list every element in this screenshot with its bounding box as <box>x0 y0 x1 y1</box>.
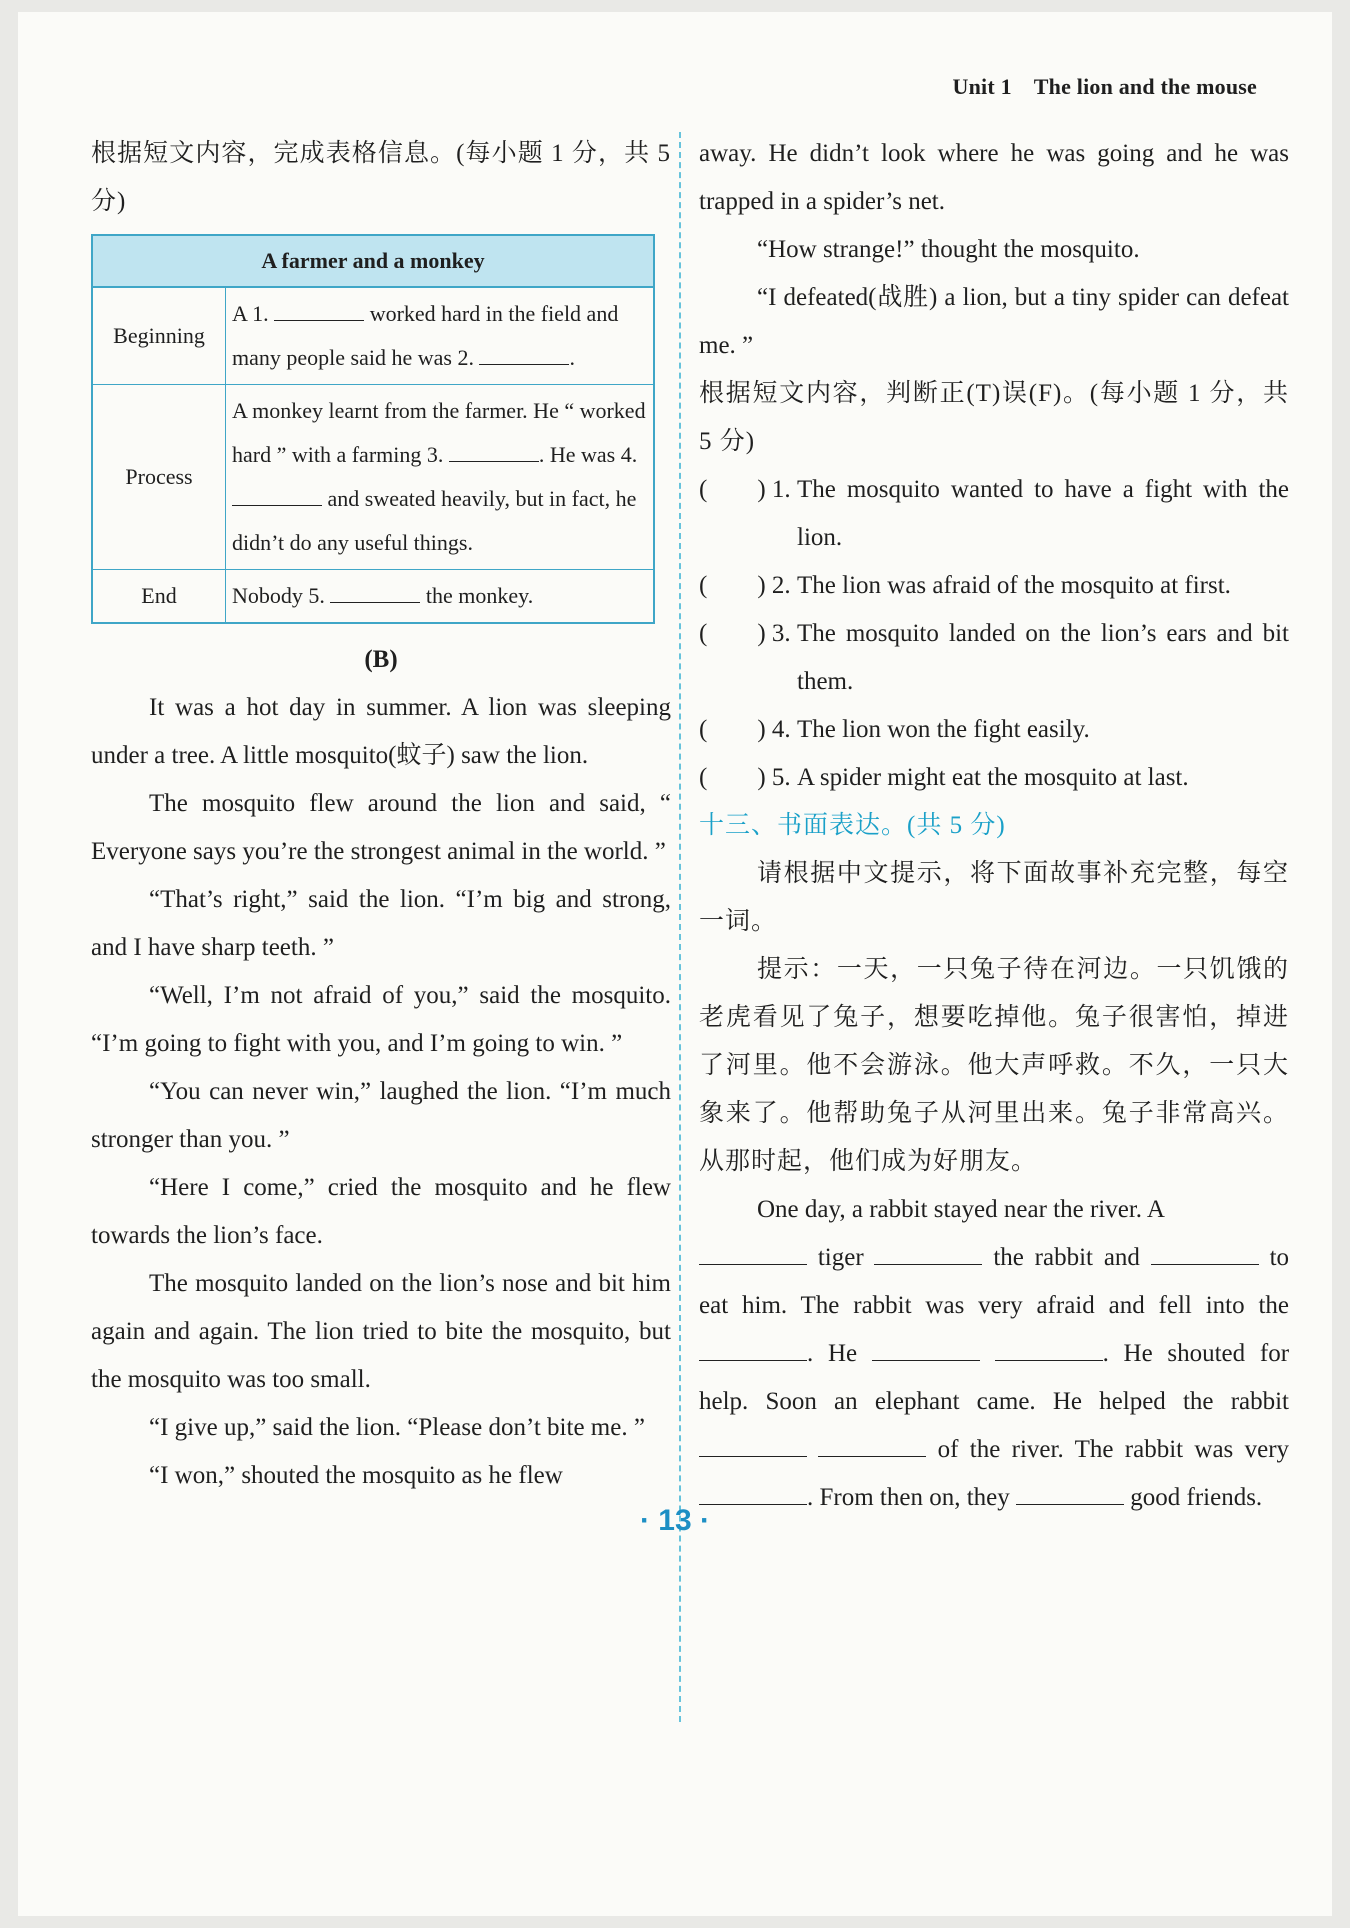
passage-paragraph: The mosquito flew around the lion and said, “ Everyone says you’re the strongest animal in the world. ” <box>91 790 671 865</box>
story-blank[interactable] <box>1151 1242 1259 1265</box>
story-word: elephant came. He helped the rabbit <box>874 1388 1290 1415</box>
story-word: afraid and fell into the <box>1036 1292 1290 1319</box>
tf-item <box>699 562 1289 610</box>
answer-paren[interactable]: ( ) 1. <box>699 476 791 503</box>
passage-paragraph: “That’s right,” said the lion. “I’m big and strong, and I have sharp teeth. ” <box>91 886 671 961</box>
story-blank[interactable] <box>1016 1482 1124 1505</box>
story-blank[interactable] <box>874 1242 982 1265</box>
cell-text: Nobody 5. <box>232 583 325 608</box>
info-table <box>91 234 655 624</box>
worksheet-page <box>18 12 1332 1916</box>
content-cell <box>226 570 655 624</box>
story-text <box>699 1234 1289 1522</box>
passage-paragraph: “I give up,” said the lion. “Please don’t bite me. ” <box>149 1414 645 1441</box>
answer-paren[interactable]: ( ) 2. <box>699 572 791 599</box>
page-number: · 13 · <box>639 1504 711 1537</box>
blank-4[interactable] <box>232 483 322 506</box>
writing-instruction: 请根据中文提示，将下面故事补充完整，每空一词。 <box>699 860 1289 935</box>
story-blank[interactable] <box>699 1242 807 1265</box>
table-title: A farmer and a monkey <box>92 235 654 287</box>
answer-paren[interactable]: ( ) 4. <box>699 716 791 743</box>
tf-statement: A spider might eat the mosquito at last. <box>797 764 1189 791</box>
passage-paragraph: “Well, I’m not afraid of you,” said the mosquito. “I’m going to fight with you, and I’m going to win. ” <box>91 982 671 1057</box>
story-word: of the river. The rabbit was very <box>937 1436 1290 1463</box>
cell-text: the monkey. <box>425 583 534 608</box>
passage-paragraph: “How strange!” thought the mosquito. <box>757 236 1140 263</box>
running-header <box>953 74 1257 100</box>
answer-paren[interactable]: ( ) 3. <box>699 620 791 647</box>
story-blank[interactable] <box>699 1338 807 1361</box>
blank-1[interactable] <box>274 298 364 321</box>
story-blank[interactable] <box>995 1338 1103 1361</box>
cell-text: A 1. <box>232 301 269 326</box>
left-column <box>91 130 671 1500</box>
passage-paragraph: The mosquito landed on the lion’s nose and bit him again and again. The lion tried to bite the mosquito, but the mosquito was too small. <box>91 1270 671 1393</box>
tf-item <box>699 466 1289 562</box>
story-blank[interactable] <box>872 1338 980 1361</box>
story-start: One day, a rabbit stayed near the river. A <box>757 1196 1165 1223</box>
right-column <box>699 130 1289 1522</box>
cell-text: 3. <box>426 442 444 467</box>
passage-paragraph: “I won,” shouted the mosquito as he flew <box>149 1462 563 1489</box>
cell-text: worked hard in the field and many people said he was <box>232 301 619 370</box>
story-word: the rabbit and <box>993 1244 1140 1271</box>
tf-statement: The lion was afraid of the mosquito at first. <box>797 572 1231 599</box>
passage-paragraph: “I defeated(战胜) a lion, but a tiny spider can defeat me. ” <box>699 284 1289 359</box>
tf-item <box>699 706 1289 754</box>
story-word: . From then on, they <box>807 1484 1010 1511</box>
story-blank[interactable] <box>818 1434 926 1457</box>
unit-label: Unit 1 <box>952 74 1012 99</box>
chinese-hint: 提示：一天，一只兔子待在河边。一只饥饿的老虎看见了兔子，想要吃掉他。兔子很害怕，掉进了河里。他不会游泳。他大声呼救。不久，一只大象来了。他帮助兔子从河里出来。兔子非常高兴。从那时起，他们成为好朋友。 <box>699 956 1289 1175</box>
tf-instruction: 根据短文内容，判断正(T)误(F)。(每小题 1 分，共 5 分) <box>699 380 1289 455</box>
passage-paragraph: It was a hot day in summer. A lion was sleeping under a tree. A little mosquito(蚊子) saw the lion. <box>91 694 671 769</box>
content-cell <box>226 385 655 570</box>
table-row <box>92 287 654 385</box>
unit-title: The lion and the mouse <box>1033 74 1257 99</box>
passage-paragraph: “You can never win,” laughed the lion. “I’m much stronger than you. ” <box>91 1078 671 1153</box>
passage-continued: away. He didn’t look where he was going and he was trapped in a spider’s net. <box>699 140 1289 215</box>
story-blank[interactable] <box>699 1434 807 1457</box>
column-divider <box>679 132 681 1722</box>
passage-paragraph: “Here I come,” cried the mosquito and he flew towards the lion’s face. <box>91 1174 671 1249</box>
cell-text: . He was 4. <box>538 442 638 467</box>
tf-item <box>699 754 1289 802</box>
cell-text: A monkey learnt from the farmer. He “ worked hard ” with a farming <box>232 398 646 467</box>
table-row <box>92 570 654 624</box>
blank-2[interactable] <box>479 342 569 365</box>
stage-cell: End <box>92 570 226 624</box>
story-word: friends. <box>1186 1484 1263 1511</box>
cell-text: 2. <box>457 345 474 370</box>
blank-5[interactable] <box>330 580 420 603</box>
tf-statement: The lion won the fight easily. <box>797 716 1090 743</box>
story-blank[interactable] <box>699 1482 807 1505</box>
part-b-title: (B) <box>364 646 398 673</box>
story-word: to eat him. The rabbit was very <box>699 1244 1290 1319</box>
tf-item <box>699 610 1289 706</box>
section-title: 十三、书面表达。(共 5 分) <box>699 812 1006 839</box>
cell-text: . <box>569 345 575 370</box>
table-row <box>92 385 654 570</box>
table-instruction: 根据短文内容，完成表格信息。(每小题 1 分，共 5 分) <box>91 140 671 215</box>
tf-statement: The mosquito landed on the lion’s ears and bit them. <box>797 620 1289 695</box>
story-word: . He <box>807 1340 858 1367</box>
story-word: good <box>1130 1484 1181 1511</box>
cell-text: and sweated heavily, but in fact, he didn’t do any useful things. <box>232 486 637 555</box>
blank-3[interactable] <box>449 439 539 462</box>
stage-cell: Beginning <box>92 287 226 385</box>
story-word: tiger <box>817 1244 864 1271</box>
tf-statement: The mosquito wanted to have a fight with the lion. <box>797 476 1289 551</box>
story-word: . He shouted for help. Soon an <box>699 1340 1290 1415</box>
content-cell <box>226 287 655 385</box>
answer-paren[interactable]: ( ) 5. <box>699 764 791 791</box>
stage-cell: Process <box>92 385 226 570</box>
